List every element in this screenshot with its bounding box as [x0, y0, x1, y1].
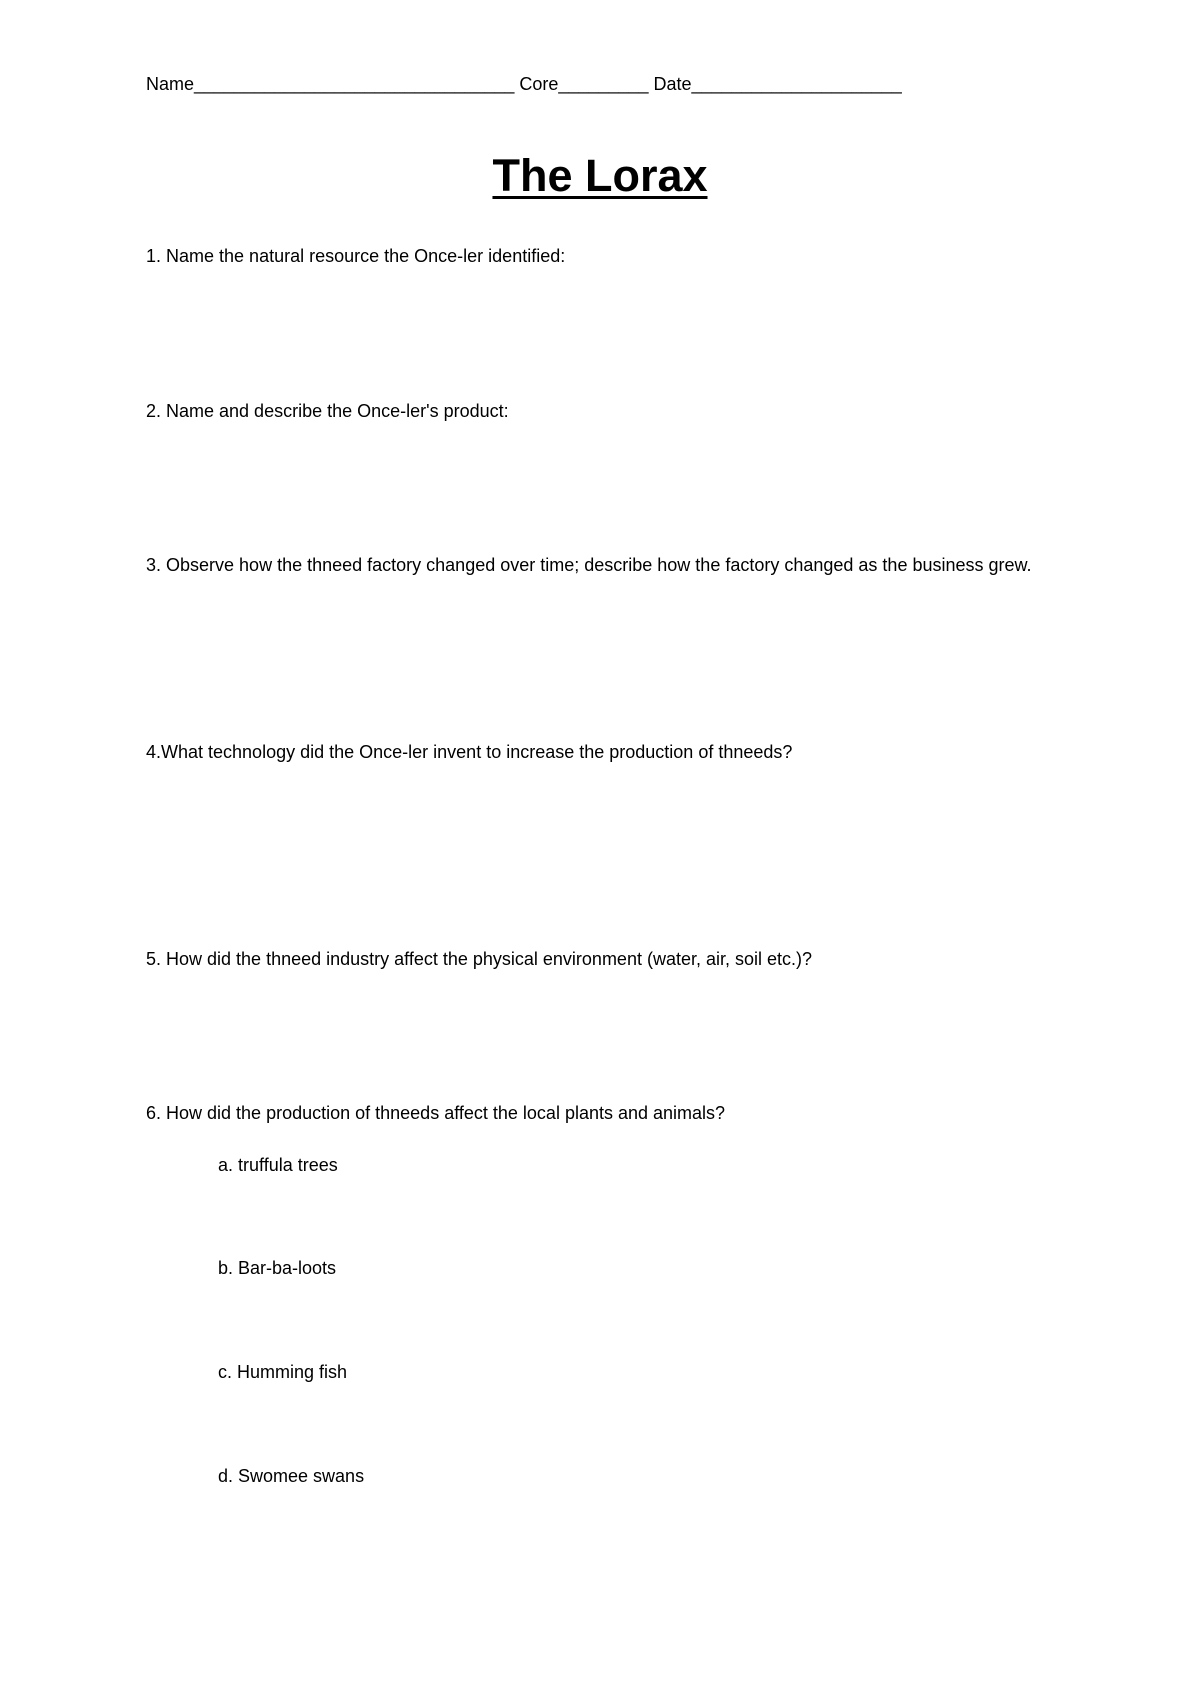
question-6: 6. How did the production of thneeds affect the local plants and animals? — [146, 1103, 726, 1123]
question-1: 1. Name the natural resource the Once-ler identified: — [146, 246, 566, 266]
question-4: 4.What technology did the Once-ler invent to increase the production of thneeds? — [146, 742, 793, 762]
core-blank[interactable]: _________ — [558, 74, 649, 94]
question-2: 2. Name and describe the Once-ler's product: — [146, 401, 509, 421]
sub-item-c: c. Humming fish — [218, 1362, 348, 1382]
sub-item-b: b. Bar-ba-loots — [218, 1258, 337, 1278]
sub-item-a: a. truffula trees — [218, 1155, 338, 1175]
date-blank[interactable]: _____________________ — [691, 74, 902, 94]
date-label: Date — [653, 74, 692, 94]
core-label: Core — [519, 74, 559, 94]
name-label: Name — [146, 74, 195, 94]
question-3: 3. Observe how the thneed factory changed over time; describe how the factory changed as the business grew. — [146, 555, 1032, 575]
name-blank[interactable]: ________________________________ — [194, 74, 515, 94]
student-info-line — [146, 74, 902, 95]
sub-item-d: d. Swomee swans — [218, 1466, 365, 1486]
page-title: The Lorax — [492, 150, 708, 201]
question-5: 5. How did the thneed industry affect the physical environment (water, air, soil etc.)? — [146, 949, 813, 969]
